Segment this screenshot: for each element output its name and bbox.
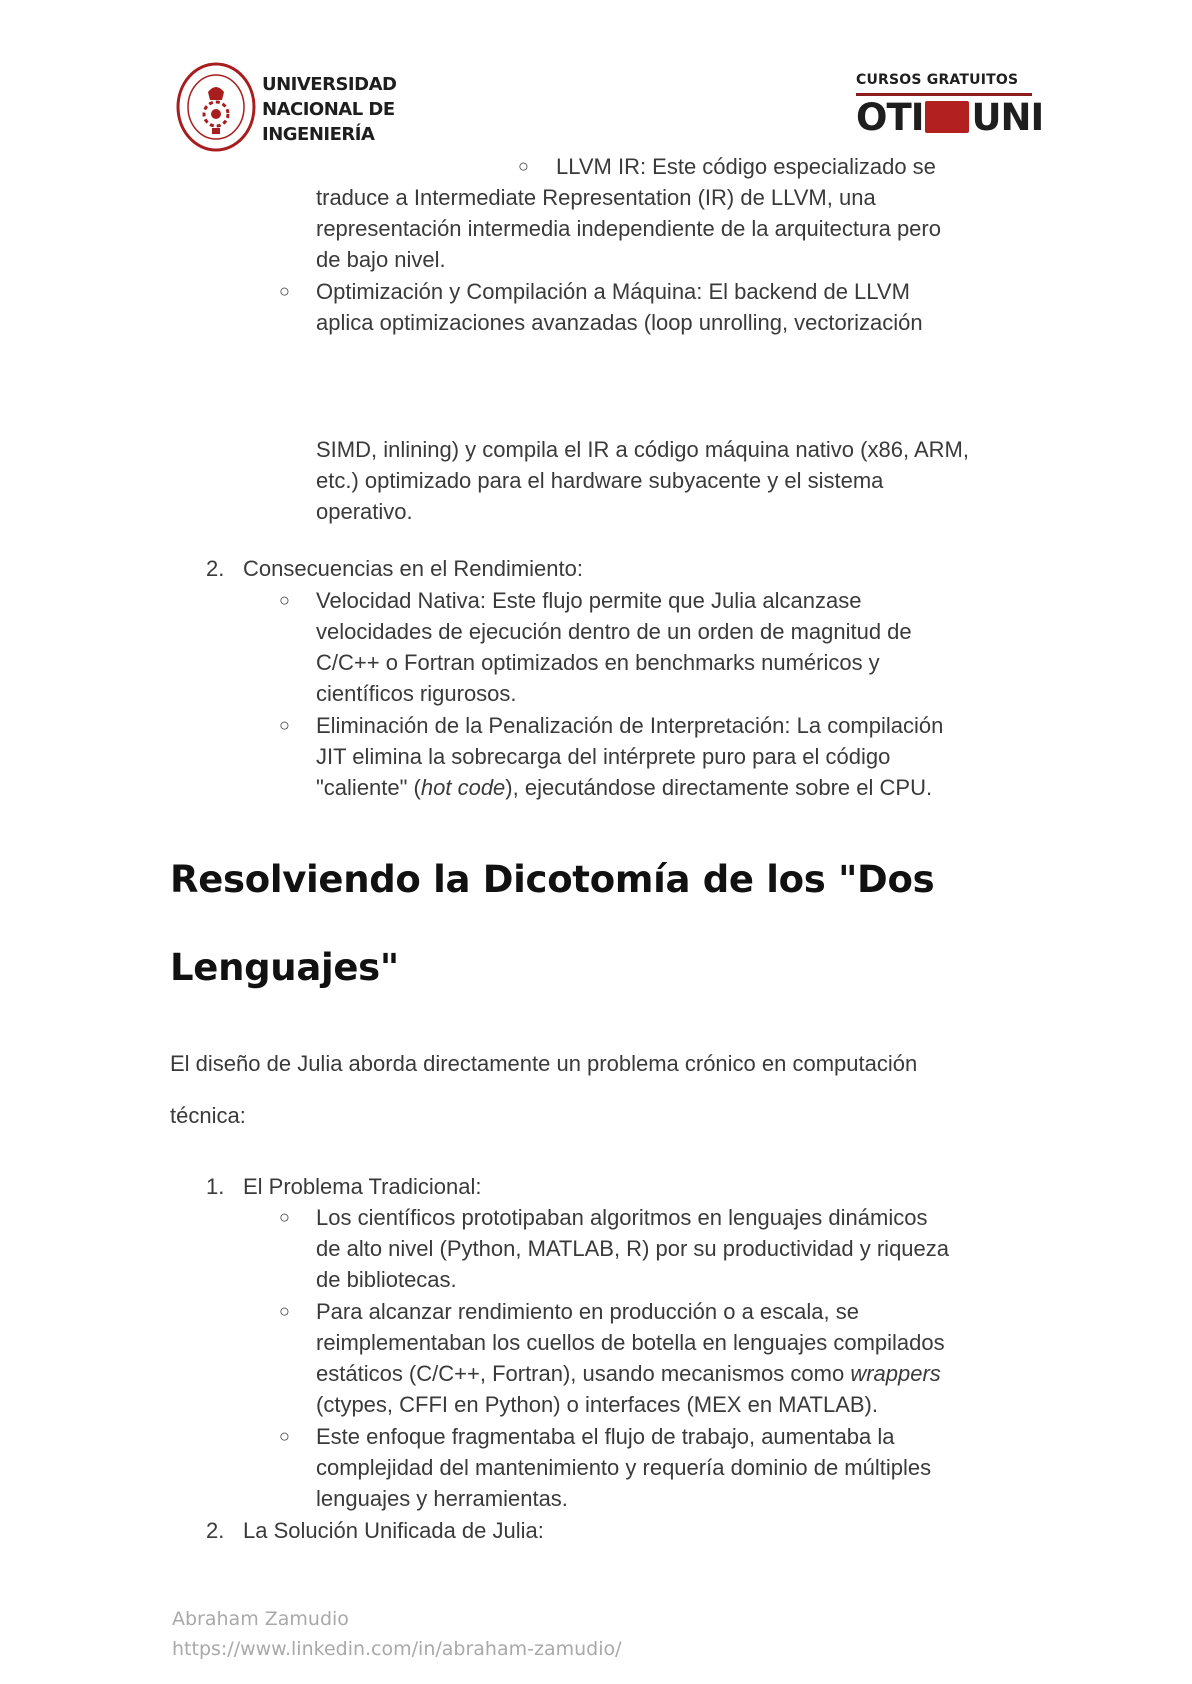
university-name-line: INGENIERÍA [262, 124, 375, 145]
italic-term: wrappers [850, 1361, 941, 1386]
section-heading-line: Resolviendo la Dicotomía de los "Dos [170, 858, 935, 901]
list-number: 2. [206, 1518, 225, 1543]
bullet-icon: ○ [279, 590, 290, 610]
paragraph-line: El diseño de Julia aborda directamente un problema crónico en computación [170, 1051, 918, 1076]
brand-left: OTI [856, 96, 924, 139]
bullet-icon: ○ [279, 1301, 290, 1321]
text-line [316, 1358, 941, 1389]
university-name-line: UNIVERSIDAD [262, 74, 397, 95]
text-span: estáticos (C/C++, Fortran), usando mecanismos como [316, 1361, 851, 1386]
list-number: 2. [206, 556, 225, 581]
section-heading-line: Lenguajes" [170, 946, 399, 989]
text-span: "caliente" ( [316, 775, 421, 800]
oti-uni-logo [856, 96, 1043, 139]
text-line: Para alcanzar rendimiento en producción o a escala, se [316, 1299, 859, 1324]
bullet-icon: ○ [279, 281, 290, 301]
bullet-icon: ○ [518, 156, 529, 176]
text-line: Optimización y Compilación a Máquina: El backend de LLVM [316, 279, 910, 304]
courses-label: CURSOS GRATUITOS [856, 72, 1019, 88]
paragraph-line: técnica: [170, 1103, 246, 1128]
text-line: Los científicos prototipaban algoritmos en lenguajes dinámicos [316, 1205, 928, 1230]
list-item-label: Consecuencias en el Rendimiento: [243, 556, 583, 581]
text-line: operativo. [316, 499, 413, 524]
text-line: de bajo nivel. [316, 247, 446, 272]
text-line: (ctypes, CFFI en Python) o interfaces (MEX en MATLAB). [316, 1392, 878, 1417]
text-line: científicos rigurosos. [316, 681, 517, 706]
text-line: Eliminación de la Penalización de Interpretación: La compilación [316, 713, 944, 738]
text-span: ), ejecutándose directamente sobre el CPU. [505, 775, 933, 800]
footer-author: Abraham Zamudio [172, 1608, 349, 1630]
text-line: JIT elimina la sobrecarga del intérprete puro para el código [316, 744, 891, 769]
list-item-label: El Problema Tradicional: [243, 1174, 482, 1199]
university-name-line: NACIONAL DE [262, 99, 395, 120]
italic-term: hot code [420, 775, 506, 800]
text-line: representación intermedia independiente de la arquitectura pero [316, 216, 941, 241]
brand-mark-icon [925, 101, 969, 133]
text-line: reimplementaban los cuellos de botella en lenguajes compilados [316, 1330, 945, 1355]
text-line: Este enfoque fragmentaba el flujo de trabajo, aumentaba la [316, 1424, 895, 1449]
text-line: velocidades de ejecución dentro de un orden de magnitud de [316, 619, 912, 644]
list-number: 1. [206, 1174, 225, 1199]
text-line [316, 772, 932, 803]
footer-link[interactable]: https://www.linkedin.com/in/abraham-zamudio/ [172, 1638, 622, 1660]
bullet-icon: ○ [279, 715, 290, 735]
text-line: lenguajes y herramientas. [316, 1486, 568, 1511]
university-seal-logo [176, 62, 256, 152]
text-line: etc.) optimizado para el hardware subyacente y el sistema [316, 468, 884, 493]
text-line: C/C++ o Fortran optimizados en benchmarks numéricos y [316, 650, 880, 675]
brand-right: UNI [971, 96, 1044, 139]
text-line: aplica optimizaciones avanzadas (loop unrolling, vectorización [316, 310, 923, 335]
text-line: Velocidad Nativa: Este flujo permite que Julia alcanzase [316, 588, 862, 613]
text-line: LLVM IR: Este código especializado se [556, 154, 936, 179]
text-line: de bibliotecas. [316, 1267, 457, 1292]
text-line: SIMD, inlining) y compila el IR a código máquina nativo (x86, ARM, [316, 437, 969, 462]
bullet-icon: ○ [279, 1426, 290, 1446]
text-line: traduce a Intermediate Representation (IR) de LLVM, una [316, 185, 876, 210]
text-line: complejidad del mantenimiento y requería dominio de múltiples [316, 1455, 932, 1480]
university-name [262, 72, 396, 147]
list-item-label: La Solución Unificada de Julia: [243, 1518, 544, 1543]
text-line: de alto nivel (Python, MATLAB, R) por su productividad y riqueza [316, 1236, 950, 1261]
bullet-icon: ○ [279, 1207, 290, 1227]
